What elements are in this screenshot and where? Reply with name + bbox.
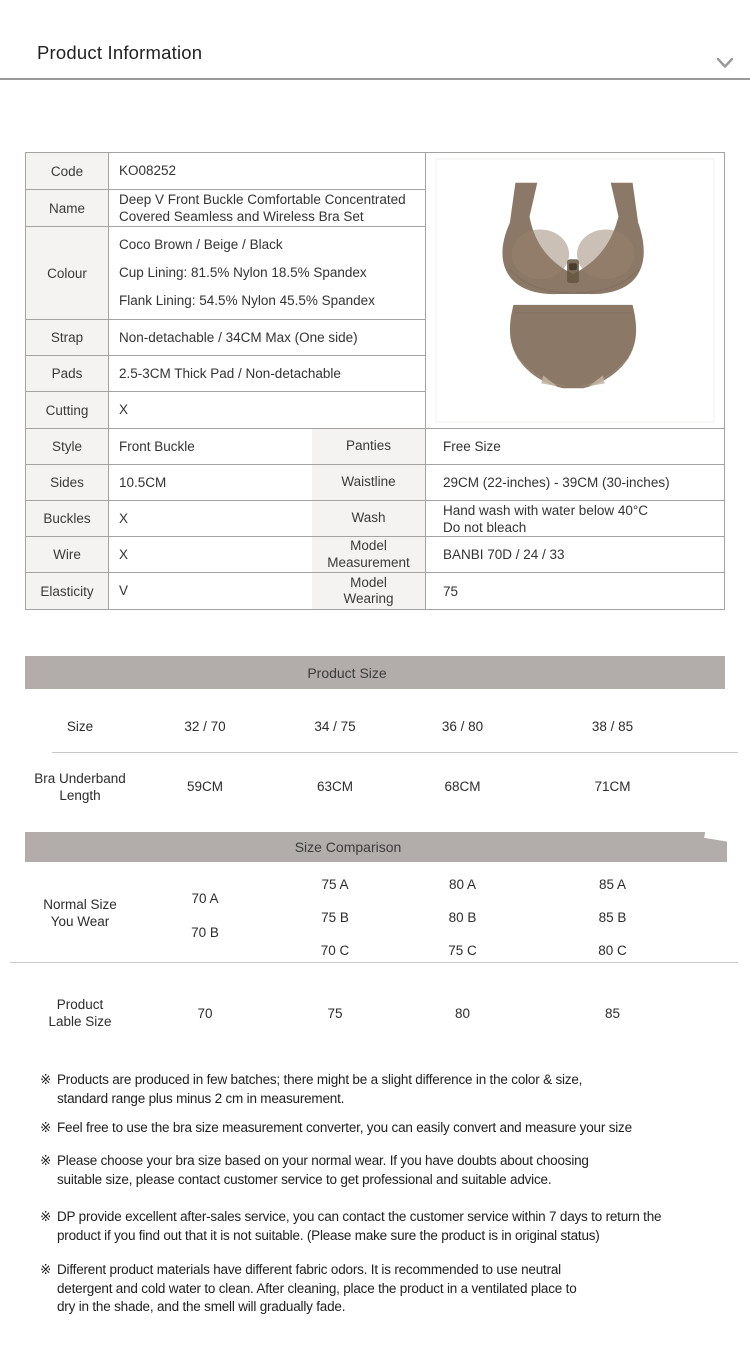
spec-row-colour — [26, 227, 425, 320]
product-label-size-value: 80 — [454, 1005, 471, 1021]
value-code: KO08252 — [119, 163, 177, 179]
underband-row — [25, 753, 725, 820]
underband-value: 63CM — [316, 779, 353, 794]
value-wash-line2: Do not bleach — [443, 519, 527, 535]
value-wire: X — [119, 546, 129, 562]
note-marker: ※ — [40, 1072, 52, 1087]
spec-row-elasticity-model-wearing — [26, 573, 724, 609]
spec-row-code — [26, 153, 425, 190]
label-colour: Colour — [26, 227, 109, 319]
value-model-measurement: BANBI 70D / 24 / 33 — [443, 547, 565, 562]
spec-row-strap — [26, 320, 425, 356]
value-cup-lining: Cup Lining: 81.5% Nylon 18.5% Spandex — [119, 265, 367, 280]
note-line: Products are produced in few batches; there might be a slight difference in the color & size, — [57, 1072, 583, 1087]
value-panties: Free Size — [443, 439, 501, 454]
note-line: detergent and cold water to clean. After cleaning, place the product in a ventilated place to — [57, 1280, 577, 1296]
label-model-measurement: Model Measurement — [312, 537, 426, 572]
underband-value: 71CM — [594, 779, 631, 794]
note — [40, 1208, 736, 1245]
note-marker: ※ — [40, 1120, 52, 1135]
note-line: suitable size, please contact customer service to get professional and suitable advice. — [57, 1171, 552, 1187]
product-photo-cell — [425, 153, 724, 428]
size-comparison-title: Size Comparison — [294, 839, 402, 855]
value-strap: Non-detachable / 34CM Max (One side) — [119, 329, 358, 345]
size-value: 32 / 70 — [184, 718, 226, 734]
note-line: Different product materials have different fabric odors. It is recommended to use neutral — [57, 1262, 561, 1277]
note-line: product if you find out that it is not suitable. (Please make sure the product is in original status) — [57, 1227, 600, 1243]
label-elasticity: Elasticity — [26, 573, 109, 609]
value-pads: 2.5-3CM Thick Pad / Non-detachable — [119, 365, 341, 381]
value-name: Deep V Front Buckle Comfortable Concentrated Covered Seamless and Wireless Bra Set — [119, 191, 406, 224]
label-name: Name — [26, 190, 109, 226]
label-wash: Wash — [312, 501, 426, 536]
note-line: DP provide excellent after-sales service, you can contact the customer service within 7 days to return the — [57, 1209, 662, 1224]
comparison-col-80: 80 A 80 B 75 C — [448, 877, 477, 958]
spec-row-name — [26, 190, 425, 227]
value-wash-line1: Hand wash with water below 40°C — [443, 502, 648, 518]
comparison-col-70: 70 A 70 B — [191, 891, 219, 940]
size-comparison-grid — [25, 863, 725, 962]
page-title: Product Information — [37, 42, 203, 63]
value-flank-lining: Flank Lining: 54.5% Nylon 45.5% Spandex — [119, 293, 375, 308]
note-marker: ※ — [40, 1262, 52, 1277]
comparison-col-85: 85 A 85 B 80 C — [598, 877, 627, 958]
chevron-down-icon[interactable] — [716, 57, 734, 69]
note-marker: ※ — [40, 1209, 52, 1224]
product-label-size-value: 75 — [327, 1005, 343, 1021]
value-style: Front Buckle — [119, 438, 195, 454]
value-sides: 10.5CM — [119, 474, 167, 490]
value-colour-line: Coco Brown / Beige / Black — [119, 237, 283, 252]
product-size-title: Product Size — [307, 664, 387, 681]
label-sides: Sides — [26, 465, 109, 500]
label-wire: Wire — [26, 537, 109, 572]
value-cutting: X — [119, 402, 129, 418]
value-waistline: 29CM (22-inches) - 39CM (30-inches) — [443, 475, 670, 490]
size-comparison-bar — [25, 832, 727, 862]
note-marker: ※ — [40, 1153, 52, 1168]
note-line: standard range plus minus 2 cm in measurement. — [57, 1090, 345, 1106]
note-line: Feel free to use the bra size measurement converter, you can easily convert and measure your size — [57, 1120, 632, 1135]
value-elasticity: V — [119, 583, 129, 599]
size-row — [25, 699, 725, 753]
note — [40, 1261, 736, 1317]
label-pads: Pads — [26, 356, 109, 391]
note — [40, 1119, 736, 1138]
label-panties: Panties — [312, 429, 426, 464]
product-image — [426, 154, 724, 427]
size-row-label: Size — [66, 718, 94, 734]
underband-value: 59CM — [186, 779, 223, 794]
product-label-size-value: 70 — [197, 1005, 213, 1021]
product-label-size-value: 85 — [604, 1005, 621, 1021]
label-model-wearing: Model Wearing — [312, 573, 426, 609]
size-value: 38 / 85 — [591, 718, 634, 734]
product-label-size-row — [25, 963, 725, 1063]
section-header[interactable] — [0, 0, 750, 80]
spec-row-buckles-wash — [26, 501, 724, 537]
label-cutting: Cutting — [26, 392, 109, 428]
underband-label: Bra Underband Length — [34, 770, 126, 803]
product-size-bar — [25, 656, 725, 689]
underband-value: 68CM — [444, 779, 481, 794]
product-label-size-label: Product Lable Size — [48, 997, 112, 1029]
value-model-wearing: 75 — [443, 583, 459, 599]
note-line: Please choose your bra size based on your normal wear. If you have doubts about choosing — [57, 1153, 589, 1168]
spec-table — [25, 152, 725, 610]
comparison-col-75: 75 A 75 B 70 C — [320, 877, 350, 958]
label-style: Style — [26, 429, 109, 464]
note — [40, 1152, 736, 1189]
label-buckles: Buckles — [26, 501, 109, 536]
spec-row-sides-waistline — [26, 465, 724, 501]
spec-row-cutting — [26, 392, 425, 428]
label-strap: Strap — [26, 320, 109, 355]
note — [40, 1071, 736, 1108]
size-value: 34 / 75 — [314, 718, 356, 734]
spec-row-wire-model-measurement — [26, 537, 724, 573]
size-value: 36 / 80 — [441, 718, 484, 734]
normal-size-label: Normal Size You Wear — [43, 896, 117, 929]
spec-row-pads — [26, 356, 425, 392]
spec-row-style-panties — [26, 429, 724, 465]
label-waistline: Waistline — [312, 465, 426, 500]
value-buckles: X — [119, 510, 129, 526]
note-line: dry in the shade, and the smell will gradually fade. — [57, 1299, 346, 1314]
label-code: Code — [26, 153, 109, 189]
